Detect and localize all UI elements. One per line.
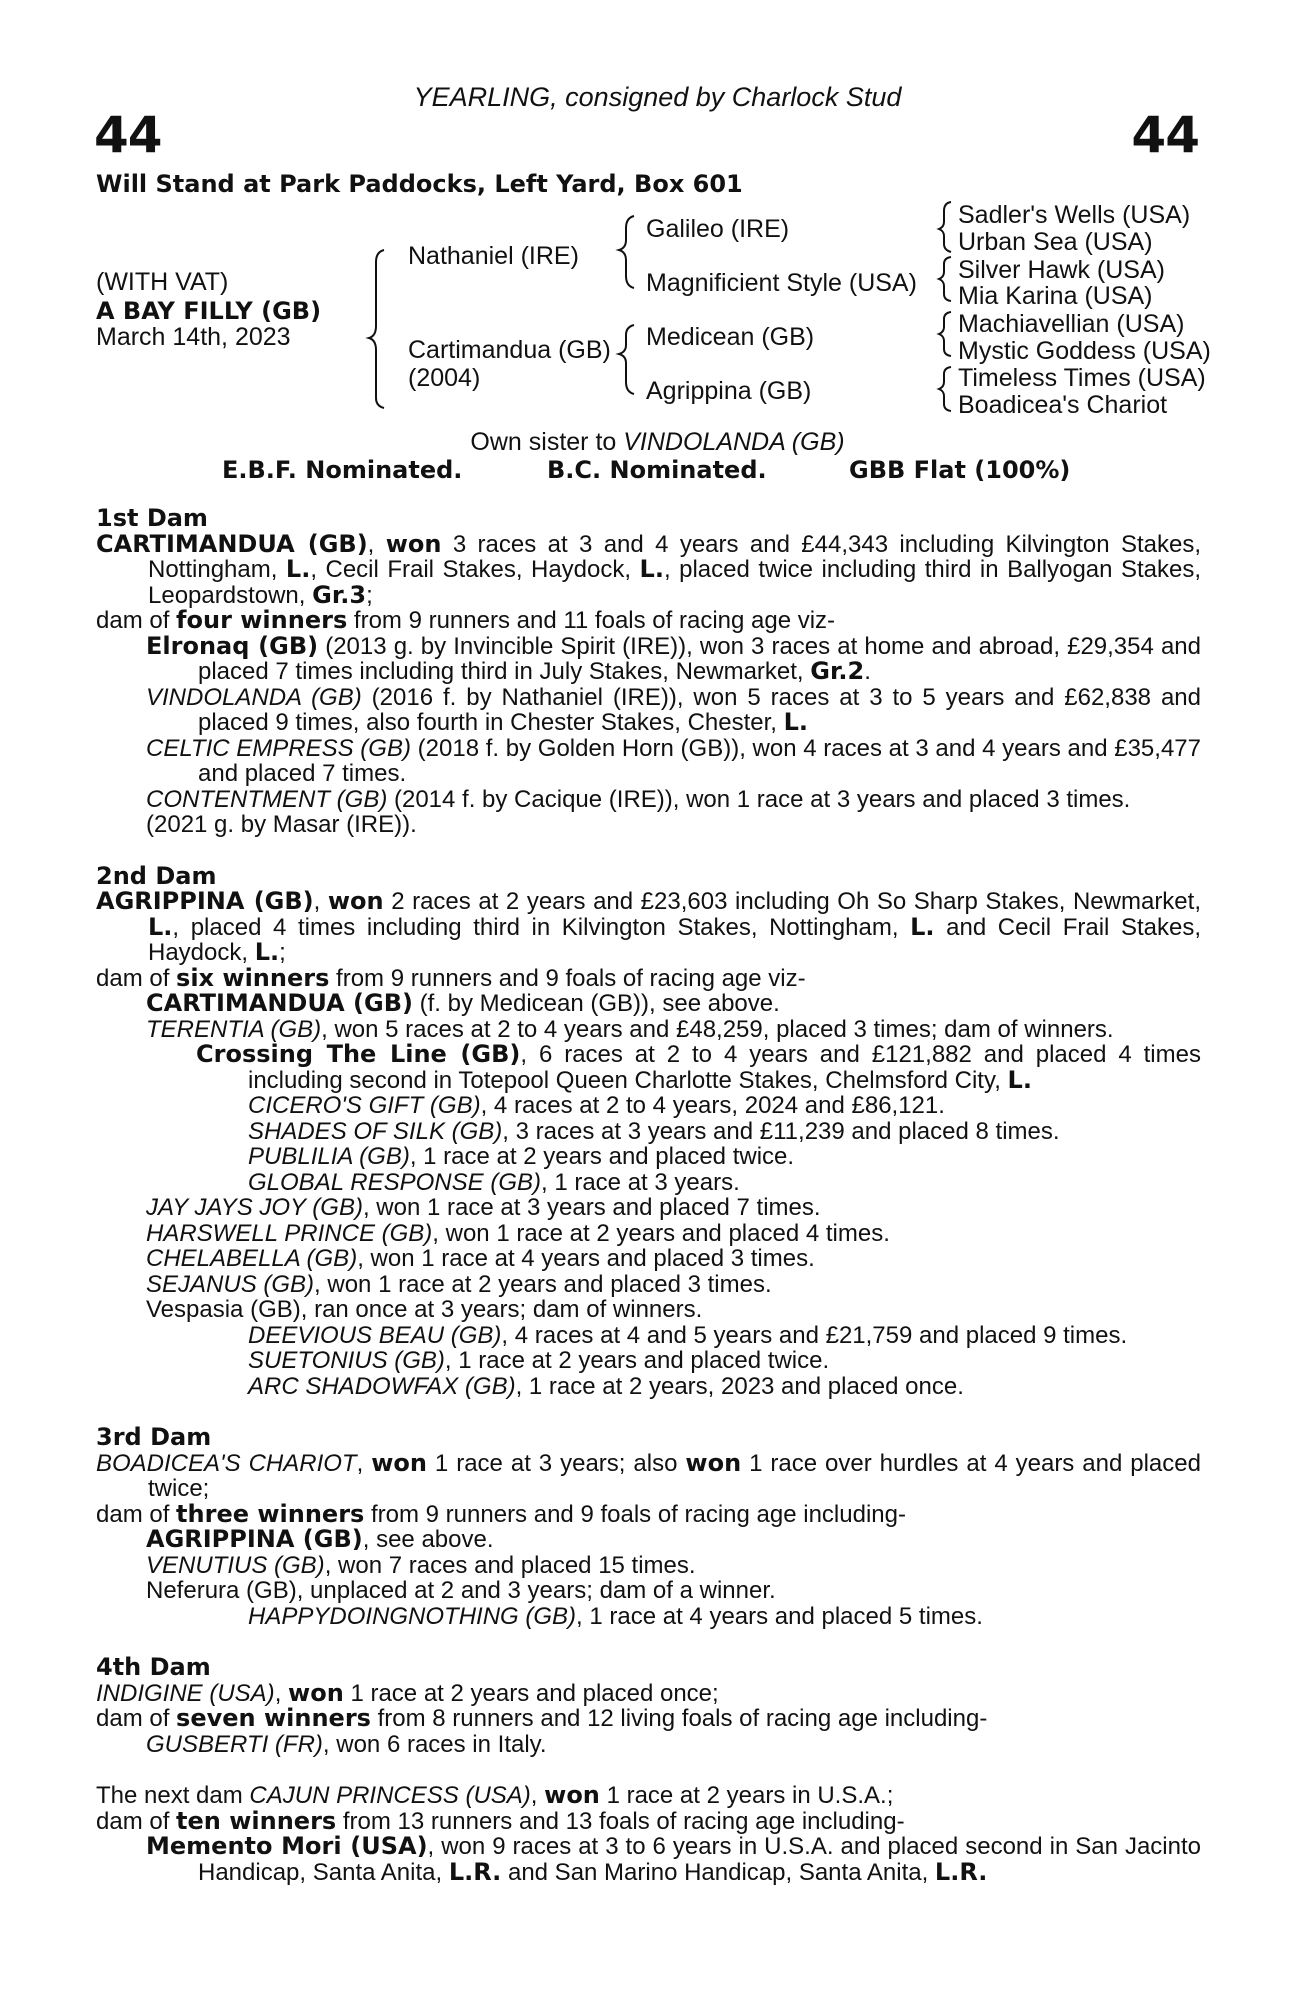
pedigree-sire: Nathaniel (IRE) bbox=[408, 242, 579, 270]
fourth-dam-text: 1 race at 2 years and placed once; bbox=[350, 1679, 719, 1707]
dam-of-label: dam of bbox=[96, 607, 170, 634]
fourth-dam-produce-summary bbox=[96, 1706, 1201, 1732]
own-sister-prefix: Own sister to bbox=[470, 428, 617, 456]
produce-text: , won 1 race at 2 years and placed 3 times. bbox=[314, 1270, 772, 1298]
pedigree-sd-sire: Silver Hawk (USA) bbox=[958, 256, 1165, 284]
listed-mark: L. bbox=[639, 555, 664, 583]
produce-name: AGRIPPINA (GB) bbox=[146, 1525, 363, 1553]
produce-entry bbox=[96, 631, 1201, 685]
produce-text: , see above. bbox=[362, 1526, 494, 1553]
second-dam-text-3: and Cecil Frail Stakes, Haydock, bbox=[148, 913, 1202, 966]
listed-mark: L. bbox=[783, 708, 809, 736]
first-dam-text-1: 3 races at 3 and 4 years and £44,343 including Kilvington Stakes, Nottingham, bbox=[148, 530, 1201, 583]
produce-entry bbox=[96, 736, 1201, 787]
fourth-dam-name: INDIGINE (USA) bbox=[96, 1679, 275, 1707]
produce-name: SHADES OF SILK (GB) bbox=[248, 1117, 503, 1145]
second-dam-text-4: ; bbox=[279, 939, 286, 966]
pedigree-dam: Cartimandua (GB) bbox=[408, 336, 611, 364]
produce-name: CARTIMANDUA (GB) bbox=[146, 989, 413, 1017]
second-dam-produce-summary bbox=[96, 963, 1201, 992]
runners-summary: from 8 runners and 12 living foals of racing age including- bbox=[377, 1705, 988, 1732]
produce-entry bbox=[96, 1834, 1201, 1885]
grandproduce-entry bbox=[96, 1144, 1201, 1170]
first-dam-record: CARTIMANDUA (GB), won 3 races at 3 and 4 years and £44,343 including Kilvington Stakes, Nottingham, L., Cecil Frail Stakes, Haydock, L., placed twice including third in Ballyogan Stakes, Leopardstown, Gr.3; bbox=[96, 529, 1202, 609]
winners-count: three winners bbox=[176, 1499, 365, 1528]
produce-name: PUBLILIA (GB) bbox=[248, 1143, 410, 1170]
first-dam-name: CARTIMANDUA (GB) bbox=[96, 529, 368, 558]
winners-count: four winners bbox=[176, 606, 348, 634]
produce-text-2: and San Marino Handicap, Santa Anita, bbox=[507, 1858, 929, 1886]
produce-text: , 1 race at 2 years, 2023 and placed once. bbox=[515, 1372, 964, 1400]
produce-entry bbox=[96, 1272, 1201, 1298]
produce-name: TERENTIA (GB) bbox=[146, 1015, 322, 1043]
listed-mark: L. bbox=[285, 555, 311, 583]
produce-text: , won 5 races at 2 to 4 years and £48,259, placed 3 times; dam of winners. bbox=[321, 1015, 1114, 1043]
separator: , bbox=[274, 1679, 282, 1707]
ebf-nomination: E.B.F. Nominated. bbox=[222, 456, 463, 484]
winners-count: seven winners bbox=[176, 1704, 371, 1732]
produce-text: , won 9 races at 3 to 6 years in U.S.A. and placed second in San Jacinto Handicap, Santa Anita, bbox=[198, 1833, 1201, 1886]
produce-text: (2016 f. by Nathaniel (IRE)), won 5 races at 3 to 5 years and £62,838 and placed 9 times, also fourth in Chester Stakes, Chester, bbox=[198, 683, 1201, 736]
listed-mark: L. bbox=[148, 912, 173, 941]
stand-location: Will Stand at Park Paddocks, Left Yard, Box 601 bbox=[96, 170, 743, 198]
produce-text: (f. by Medicean (GB)), see above. bbox=[419, 990, 780, 1017]
grandproduce-entry bbox=[96, 1042, 1201, 1093]
pedigree-ss-sire: Sadler's Wells (USA) bbox=[958, 201, 1191, 229]
produce-name: CELTIC EMPRESS (GB) bbox=[146, 734, 411, 762]
produce-name: Memento Mori (USA) bbox=[146, 1832, 428, 1860]
produce-text: , won 1 race at 2 years and placed 4 times. bbox=[432, 1219, 890, 1247]
foaling-date: March 14th, 2023 bbox=[96, 323, 291, 351]
first-dam-text-3: , placed twice including third in Ballyogan Stakes, Leopardstown, bbox=[148, 556, 1202, 609]
pedigree-dd-sire: Timeless Times (USA) bbox=[958, 364, 1206, 392]
pedigree-dd-dam: Boadicea's Chariot bbox=[958, 391, 1168, 419]
produce-entry bbox=[96, 1527, 1201, 1553]
produce-text: , 1 race at 4 years and placed 5 times. bbox=[576, 1602, 983, 1630]
dam-of-label: dam of bbox=[96, 964, 170, 992]
produce-text: , won 7 races and placed 15 times. bbox=[324, 1551, 696, 1579]
winners-count: six winners bbox=[176, 963, 330, 992]
produce-text: , won 1 race at 4 years and placed 3 times. bbox=[357, 1245, 815, 1272]
produce-name: HAPPYDOINGNOTHING (GB) bbox=[248, 1602, 577, 1630]
listed-mark: L. bbox=[910, 912, 935, 941]
listed-mark: L.R. bbox=[934, 1857, 988, 1886]
produce-text: , 3 races at 3 years and £11,239 and placed 8 times. bbox=[502, 1117, 1060, 1145]
third-dam-produce-summary bbox=[96, 1499, 1201, 1528]
third-dam-won-2: won bbox=[685, 1448, 742, 1477]
produce-text: , 6 races at 2 to 4 years and £121,882 and placed 4 times including second in Totepool Queen Charlotte Stakes, Chelmsford City, bbox=[248, 1041, 1201, 1094]
grandproduce-entry bbox=[96, 1323, 1201, 1349]
pedigree-ds-sire: Machiavellian (USA) bbox=[958, 310, 1185, 338]
pedigree-dam-year: (2004) bbox=[408, 364, 481, 392]
third-dam-heading: 3rd Dam bbox=[96, 1423, 212, 1451]
produce-name: JAY JAYS JOY (GB) bbox=[146, 1194, 363, 1221]
fourth-dam-heading: 4th Dam bbox=[96, 1653, 211, 1681]
pedigree-sire-dam: Magnificient Style (USA) bbox=[646, 269, 917, 297]
catalogue-body bbox=[96, 506, 1201, 1885]
pedigree-sire-sire: Galileo (IRE) bbox=[646, 215, 790, 243]
produce-text: , 1 race at 2 years and placed twice. bbox=[409, 1143, 795, 1170]
winners-count: ten winners bbox=[176, 1806, 337, 1835]
produce-name: ARC SHADOWFAX (GB) bbox=[248, 1372, 516, 1400]
third-dam-name: BOADICEA'S CHARIOT bbox=[96, 1449, 357, 1477]
grandproduce-entry bbox=[96, 1170, 1201, 1196]
own-sister-line bbox=[0, 428, 1315, 457]
separator: , bbox=[356, 1449, 364, 1477]
produce-name: SUETONIUS (GB) bbox=[248, 1347, 445, 1374]
second-dam-text-1: 2 races at 2 years and £23,603 including Oh So Sharp Stakes, Newmarket, bbox=[391, 888, 1201, 915]
gbb-nomination: GBB Flat (100%) bbox=[849, 456, 1071, 484]
produce-name: DEEVIOUS BEAU (GB) bbox=[248, 1321, 502, 1349]
pedigree-sd-dam: Mia Karina (USA) bbox=[958, 282, 1153, 310]
produce-entry bbox=[96, 1017, 1201, 1043]
runners-summary: from 13 runners and 13 foals of racing age including- bbox=[342, 1807, 905, 1835]
separator: , bbox=[530, 1782, 538, 1809]
listed-mark: L.R. bbox=[448, 1857, 502, 1886]
pedigree-ds-dam: Mystic Goddess (USA) bbox=[958, 337, 1211, 365]
grandproduce-entry bbox=[96, 1119, 1201, 1145]
runners-summary: from 9 runners and 9 foals of racing age viz- bbox=[336, 964, 806, 992]
produce-name: CONTENTMENT (GB) bbox=[146, 785, 388, 813]
next-dam-text: 1 race at 2 years in U.S.A.; bbox=[606, 1782, 894, 1809]
produce-text: , won 6 races in Italy. bbox=[322, 1730, 547, 1758]
third-dam-text-2: 1 race over hurdles at 4 years and placed twice; bbox=[148, 1449, 1201, 1502]
pedigree-dam-sire: Medicean (GB) bbox=[646, 323, 815, 351]
consignment-line: YEARLING, consigned by Charlock Stud bbox=[413, 82, 902, 112]
lot-number-left: 44 bbox=[94, 106, 162, 164]
produce-entry bbox=[96, 685, 1201, 736]
runners-summary: from 9 runners and 11 foals of racing age viz- bbox=[353, 607, 836, 634]
produce-text: , 1 race at 2 years and placed twice. bbox=[444, 1347, 830, 1374]
runners-summary: from 9 runners and 9 foals of racing age including- bbox=[371, 1500, 906, 1528]
third-dam-record bbox=[96, 1448, 1201, 1502]
grandproduce-entry bbox=[96, 1348, 1201, 1374]
first-dam-produce-summary bbox=[96, 608, 1201, 634]
next-dam-produce-summary bbox=[96, 1806, 1201, 1835]
second-dam-heading: 2nd Dam bbox=[96, 861, 217, 890]
third-dam-won: won bbox=[371, 1448, 427, 1477]
second-dam-name: AGRIPPINA (GB) bbox=[96, 887, 314, 915]
next-dam-label: The next dam bbox=[96, 1782, 243, 1809]
fourth-dam-record bbox=[96, 1678, 1201, 1707]
next-dam-name: CAJUN PRINCESS (USA) bbox=[249, 1782, 531, 1809]
produce-name: GLOBAL RESPONSE (GB) bbox=[248, 1168, 541, 1196]
lot-number-right: 44 bbox=[1131, 106, 1199, 164]
produce-name: CICERO'S GIFT (GB) bbox=[248, 1092, 481, 1119]
horse-description: A BAY FILLY (GB) bbox=[96, 297, 322, 325]
first-dam-text-2: , Cecil Frail Stakes, Haydock, bbox=[310, 556, 632, 583]
produce-name: VINDOLANDA (GB) bbox=[146, 683, 362, 711]
grandproduce-entry bbox=[96, 1604, 1201, 1630]
produce-text: , 4 races at 4 and 5 years and £21,759 and placed 9 times. bbox=[501, 1321, 1128, 1349]
produce-text: , 1 race at 3 years. bbox=[540, 1168, 740, 1196]
produce-text: (2018 f. by Golden Horn (GB)), won 4 races at 3 and 4 years and £35,477 and placed 7 times. bbox=[198, 734, 1201, 787]
grandproduce-entry bbox=[96, 1093, 1201, 1119]
produce-name: Elronaq (GB) bbox=[146, 631, 319, 660]
produce-name: GUSBERTI (FR) bbox=[146, 1730, 323, 1758]
second-dam-text-2: , placed 4 times including third in Kilvington Stakes, Nottingham, bbox=[172, 913, 899, 941]
pedigree-ss-dam: Urban Sea (USA) bbox=[958, 228, 1153, 256]
produce-entry bbox=[96, 1195, 1201, 1221]
produce-text: , won 1 race at 3 years and placed 7 times. bbox=[362, 1194, 821, 1221]
produce-entry bbox=[96, 1732, 1201, 1758]
next-dam-won: won bbox=[544, 1781, 600, 1809]
fourth-dam-won: won bbox=[288, 1678, 344, 1707]
produce-entry bbox=[96, 1553, 1201, 1579]
own-sister-name: VINDOLANDA (GB) bbox=[623, 428, 845, 456]
produce-name: Crossing The Line (GB) bbox=[196, 1040, 521, 1068]
second-dam-record: AGRIPPINA (GB), won 2 races at 2 years and £23,603 including Oh So Sharp Stakes, Newmarket, L., placed 4 times including third in Kilvington Stakes, Nottingham, L. and Cecil Frail Stakes, Haydock, L.; bbox=[96, 887, 1202, 966]
third-dam-text-1: 1 race at 3 years; also bbox=[434, 1449, 678, 1477]
produce-name: CHELABELLA (GB) bbox=[146, 1245, 358, 1272]
produce-name: HARSWELL PRINCE (GB) bbox=[146, 1219, 433, 1247]
first-dam-heading: 1st Dam bbox=[96, 504, 208, 532]
produce-text: (2013 g. by Invincible Spirit (IRE)), won 3 races at home and abroad, £29,354 and placed 7 times including third in July Stakes, Newmarket, bbox=[198, 632, 1201, 685]
produce-name: SEJANUS (GB) bbox=[146, 1270, 315, 1298]
produce-entry bbox=[96, 991, 1201, 1017]
produce-name: VENUTIUS (GB) bbox=[146, 1551, 325, 1579]
produce-entry: Neferura (GB), unplaced at 2 and 3 years; dam of a winner. bbox=[146, 1577, 776, 1604]
produce-entry bbox=[96, 1246, 1201, 1272]
next-dam-record bbox=[96, 1783, 1201, 1809]
first-dam-text-4: ; bbox=[366, 581, 373, 609]
dam-of-label: dam of bbox=[96, 1807, 170, 1835]
first-dam-won: won bbox=[385, 529, 442, 558]
second-dam-won: won bbox=[327, 887, 384, 915]
bc-nomination: B.C. Nominated. bbox=[547, 456, 767, 484]
produce-text: (2014 f. by Cacique (IRE)), won 1 race at 3 years and placed 3 times. bbox=[393, 785, 1131, 813]
produce-entry bbox=[96, 787, 1201, 813]
dam-of-label: dam of bbox=[96, 1500, 170, 1528]
pedigree-dam-dam: Agrippina (GB) bbox=[646, 377, 812, 405]
listed-mark: L. bbox=[1007, 1065, 1032, 1094]
produce-end: . bbox=[864, 658, 871, 685]
group-mark: Gr.3 bbox=[312, 580, 367, 609]
dam-of-label: dam of bbox=[96, 1705, 170, 1732]
produce-entry: (2021 g. by Masar (IRE)). bbox=[146, 811, 417, 838]
vat-note: (WITH VAT) bbox=[96, 268, 229, 296]
listed-mark: L. bbox=[254, 938, 280, 966]
grandproduce-entry bbox=[96, 1374, 1201, 1400]
produce-text: , 4 races at 2 to 4 years, 2024 and £86,121. bbox=[480, 1092, 945, 1119]
group-mark: Gr.2 bbox=[810, 657, 865, 685]
produce-entry: Vespasia (GB), ran once at 3 years; dam of winners. bbox=[146, 1296, 703, 1323]
produce-entry bbox=[96, 1221, 1201, 1247]
